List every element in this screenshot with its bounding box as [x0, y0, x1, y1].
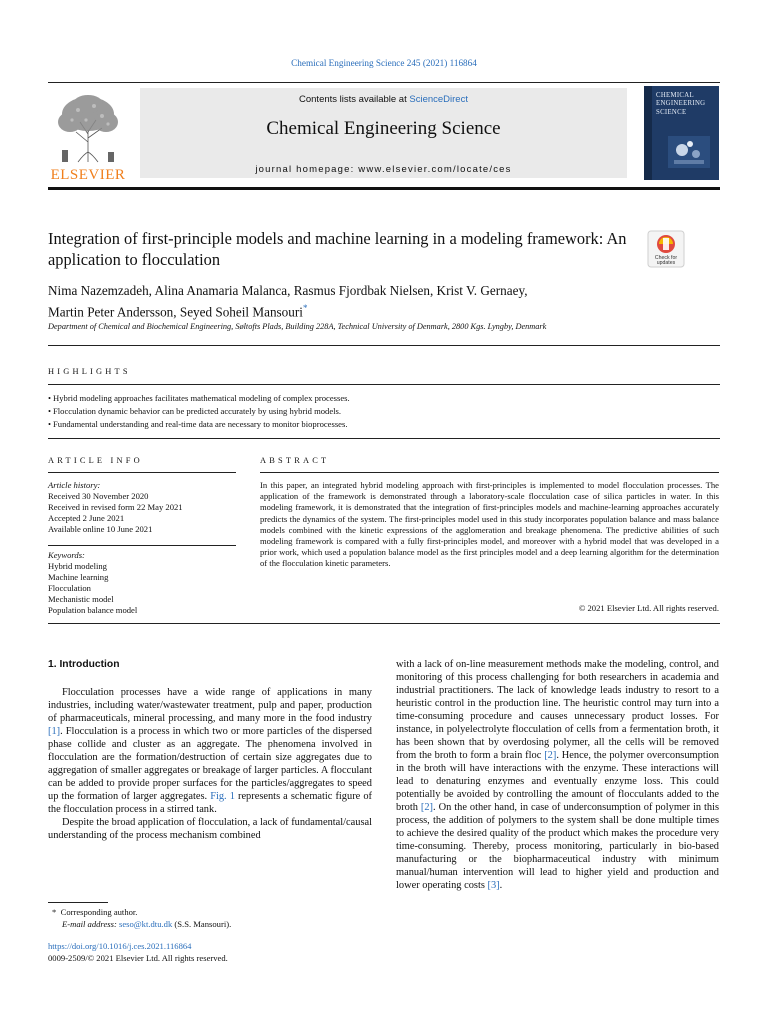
crossmark-icon	[647, 230, 685, 268]
list-item: Machine learning	[48, 572, 109, 582]
reference-link[interactable]: [2]	[420, 802, 434, 813]
abstract-body: In this paper, an integrated hybrid modeling approach with first-principles is implemented to model flocculation processes. The application of the framework is demonstrated through a laboratory-scale flocculation case of silica particles in water. In this modeling framework, it is demonstrated that the integration of first-principles models and machine-learning approaches accurately predicts the dynamics of the system. The first-principles model used in this study incorporates population balance and mass balance models combined with the kinetic expressions of the agglomeration and breakage phenomena. The predictive abilities of such modeling framework is compared with a fully first-principles model, and moreover with a hybrid model that was developed in a prior work, which used a population balance model as the first principles model and a deep learning algorithm for the determination of the flocculation kinetic parameters.	[260, 480, 719, 569]
contents-availability	[140, 94, 627, 105]
corresponding-footnote	[52, 906, 372, 930]
footnote-rule	[48, 902, 108, 903]
corresponding-text: Corresponding author.	[60, 907, 138, 917]
email-link[interactable]: seso@kt.dtu.dk	[118, 919, 173, 929]
article-info-rule	[48, 472, 236, 473]
sciencedirect-link[interactable]: ScienceDirect	[409, 94, 468, 105]
article-title: Integration of first-principle models and machine learning in a modeling framework: An application to flocculation	[48, 229, 627, 269]
header-top-rule	[48, 82, 720, 83]
cover-title-line: ENGINEERING	[656, 100, 706, 108]
elsevier-tree-icon	[48, 92, 128, 164]
paragraph-text: . On the other hand, in case of underconsumption of polymer in this process, the addition of polymers to the system shall be done multiple times to achieve the desired quality of the product which makes the procedure very time-consuming. Thereby, process monitoring, particularly in bio-based manufacturing or the biopharmaceutical industry with minimum manual/human intervention will lead to higher yield and production and lower operating costs	[396, 802, 720, 891]
authors-line: Martin Peter Andersson, Seyed Soheil Mansouri	[48, 303, 303, 319]
header-bottom-rule	[48, 187, 720, 190]
journal-citation[interactable]: Chemical Engineering Science 245 (2021) 116864	[291, 58, 477, 68]
cover-spine	[644, 86, 652, 180]
journal-masthead	[140, 88, 627, 178]
intro-paragraph-1	[48, 686, 372, 816]
author-list	[48, 282, 648, 320]
list-item: Hybrid modeling	[48, 561, 107, 571]
highlights-rule	[48, 384, 720, 385]
list-item: Received in revised form 22 May 2021	[48, 502, 183, 512]
paragraph-text: with a lack of on-line measurement methods make the modeling, control, and monitoring of this process challenging for both researchers in academia and industrial practitioners. The lack of knowledge leads industry to resort to a heuristic control in the production line. The heuristic control may turn into a time-consuming procedure and causes unnecessary product losses. For instance, in polyelectrolyte flocculation of cells from a fermentation broth, it has been shown that by overdosing polymer, all the cells will be removed from the broth to form a brain floc	[396, 659, 719, 761]
list-item: Flocculation	[48, 583, 91, 593]
cover-title	[656, 92, 716, 117]
list-item: Population balance model	[48, 605, 138, 615]
list-item: Received 30 November 2020	[48, 491, 149, 501]
paragraph-text: Flocculation processes have a wide range of applications in many industries, including water/wastewater treatment, pulp and paper, production of pharmaceuticals, mineral processing, and many more in the food industry	[48, 687, 372, 724]
paragraph-text: represents a schematic figure of the flocculation process in a stirred tank.	[48, 791, 372, 815]
abstract-bottom-rule	[48, 623, 720, 624]
keywords-label: Keywords:	[48, 550, 85, 560]
cover-artwork-icon	[668, 136, 710, 168]
keywords	[48, 550, 236, 616]
journal-name: Chemical Engineering Science	[266, 118, 501, 139]
list-item: • Flocculation dynamic behavior can be predicted accurately by using hybrid models.	[48, 405, 720, 418]
authors-line-2	[48, 300, 648, 321]
corresponding-author-link[interactable]: *	[302, 302, 308, 313]
journal-cover-image[interactable]	[644, 86, 719, 180]
intro-right-column	[396, 658, 719, 892]
reference-link[interactable]: [1]	[48, 726, 61, 737]
doi-link[interactable]: https://doi.org/10.1016/j.ces.2021.116864	[48, 941, 192, 951]
list-item: • Fundamental understanding and real-time data are necessary to monitor bioprocesses.	[48, 418, 720, 431]
highlights-bottom-rule	[48, 438, 720, 439]
intro-left-column	[48, 686, 372, 842]
abstract-heading: ABSTRACT	[260, 456, 330, 465]
keywords-rule	[48, 545, 236, 546]
list-item: Mechanistic model	[48, 594, 114, 604]
reference-link[interactable]: [2]	[544, 750, 557, 761]
article-info-heading: ARTICLE INFO	[48, 456, 143, 465]
contents-prefix: Contents lists available at	[299, 94, 410, 105]
paragraph-text: . Hence, the polymer overconsumption in the broth will have interactions with the enzyme. These interactions will lead to denaturing enzymes and eventually enzyme loss. This could potentially be avoided by controlling the amount of flocculants added to the broth	[396, 750, 719, 813]
corresponding-line	[52, 906, 372, 918]
crossmark-badge[interactable]	[647, 230, 685, 268]
issn-line: 0009-2509/© 2021 Elsevier Ltd. All rights reserved.	[48, 953, 228, 963]
abstract-rule	[260, 472, 719, 473]
email-line	[52, 918, 372, 930]
highlights-heading: HIGHLIGHTS	[48, 367, 131, 376]
email-suffix: (S.S. Mansouri).	[172, 919, 232, 929]
figure-link[interactable]: Fig. 1	[210, 791, 235, 802]
affiliation-rule	[48, 345, 720, 346]
cover-title-line: SCIENCE	[656, 108, 687, 116]
list-item: Accepted 2 June 2021	[48, 513, 125, 523]
intro-paragraph-2: Despite the broad application of flocculation, a lack of fundamental/causal understanding of the process mechanism combined	[48, 817, 372, 841]
list-item: • Hybrid modeling approaches facilitates mathematical modeling of complex processes.	[48, 392, 720, 405]
email-label: E-mail address:	[62, 919, 119, 929]
intro-paragraph-continued	[396, 658, 719, 892]
elsevier-logo[interactable]	[48, 92, 128, 184]
list-item: Available online 10 June 2021	[48, 524, 153, 534]
publisher-wordmark: ELSEVIER	[50, 167, 126, 183]
history-label: Article history:	[48, 480, 101, 490]
journal-homepage[interactable]: journal homepage: www.elsevier.com/locate/ces	[255, 164, 512, 175]
abstract-copyright: © 2021 Elsevier Ltd. All rights reserved.	[578, 603, 719, 613]
article-history	[48, 480, 236, 535]
footnote-mark: *	[52, 907, 57, 917]
crossmark-label-2: updates	[656, 260, 676, 266]
author-affiliation: Department of Chemical and Biochemical Engineering, Søltofts Plads, Building 228A, Technical University of Denmark, 2800 Kgs. Lyngby, Denmark	[48, 322, 547, 331]
paragraph-text: .	[499, 880, 503, 891]
reference-link[interactable]: [3]	[487, 880, 500, 891]
authors-line: Nima Nazemzadeh, Alina Anamaria Malanca, Rasmus Fjordbak Nielsen, Krist V. Gernaey,	[48, 283, 528, 298]
crossmark-label-1: Check for	[654, 255, 678, 261]
highlights-list	[48, 392, 720, 431]
article-identifiers	[48, 940, 448, 964]
cover-title-line: CHEMICAL	[656, 92, 694, 99]
section-title: 1. Introduction	[48, 659, 120, 670]
paragraph-text: . Flocculation is a process in which two or more particles of the dispersed phase collide and cluster as an aggregate. The phenomena involved in flocculation are the formation/destruction of certain size aggregates due to aggregation of smaller aggregates or breakage of larger particles. A flocculant can be added to provide proper surfaces for the particles/aggregates to speed up the formation of larger aggregates.	[48, 726, 372, 802]
